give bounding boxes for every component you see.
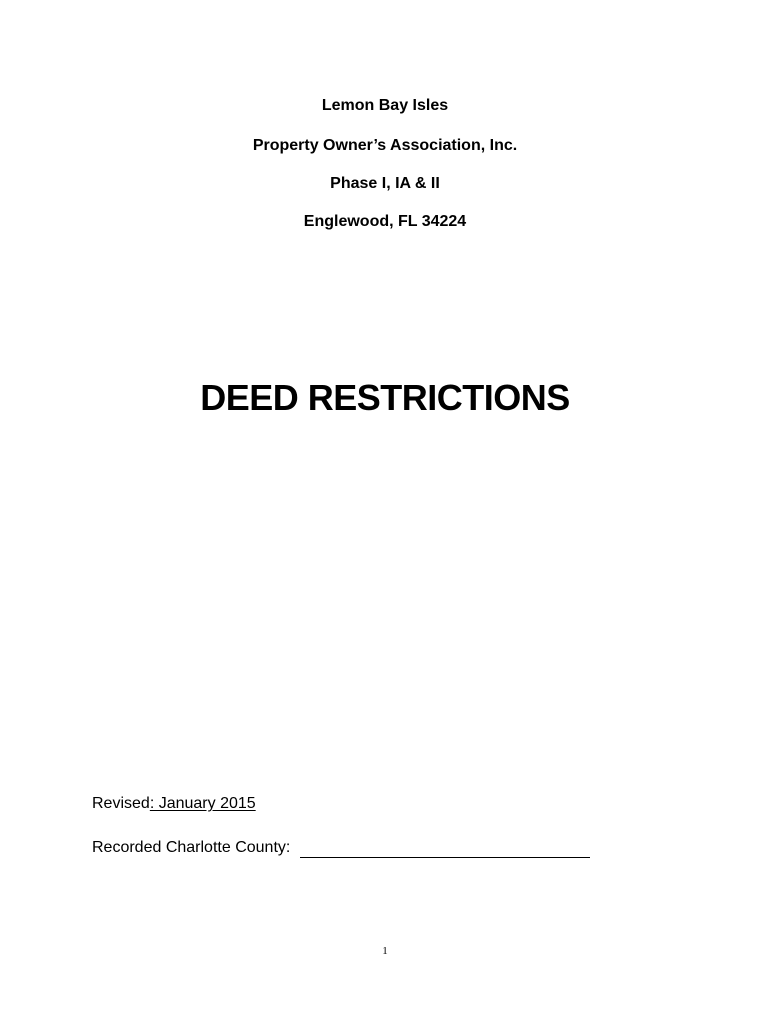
revised-date: : January 2015 [149,795,256,812]
page-number: 1 [382,945,388,957]
recorded-label: Recorded Charlotte County: [92,839,291,856]
document-title: DEED RESTRICTIONS [200,377,570,418]
recorded-line [92,838,590,858]
recorded-blank-line [300,841,590,858]
revised-line [92,794,256,814]
phase-line: Phase I, IA & II [330,175,440,192]
association-name-line: Lemon Bay Isles [321,97,449,114]
revised-label: Revised [92,795,150,812]
association-title-line: Property Owner’s Association, Inc. [252,137,518,154]
address-line: Englewood, FL 34224 [303,213,467,230]
